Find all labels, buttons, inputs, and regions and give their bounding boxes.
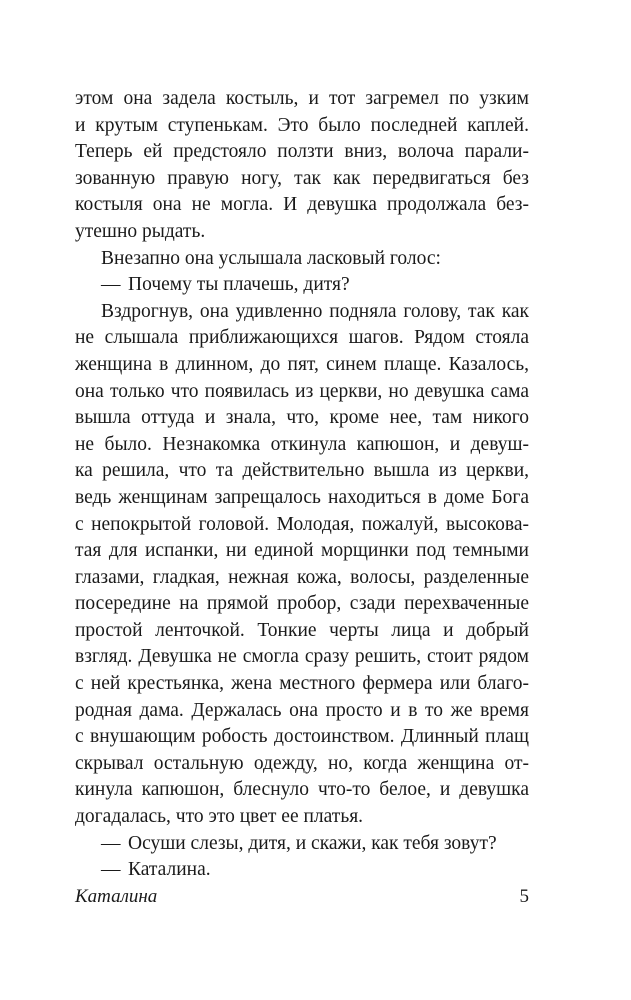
line-text: женщина в длинном, до пят, синем плаще. Казалось, xyxy=(75,353,529,375)
text-line xyxy=(75,698,529,725)
dialogue-dash: — xyxy=(101,832,121,854)
text-line xyxy=(75,777,529,804)
text-line xyxy=(75,379,529,406)
page-footer xyxy=(75,886,529,908)
text-line xyxy=(75,272,529,299)
page-number: 5 xyxy=(519,886,529,907)
line-text: Внезапно она услышала ласковый голос: xyxy=(101,247,441,269)
line-text: зованную правую ногу, так как передвигаться без xyxy=(75,167,529,189)
line-text: с непокрытой головой. Молодая, пожалуй, высокова- xyxy=(75,513,529,535)
text-line xyxy=(75,113,529,140)
running-title: Каталина xyxy=(75,886,158,907)
text-line xyxy=(75,591,529,618)
text-line xyxy=(75,352,529,379)
text-line xyxy=(75,192,529,219)
text-line xyxy=(75,671,529,698)
text-line xyxy=(75,724,529,751)
line-text: костыля она не могла. И девушка продолжала без- xyxy=(75,194,529,216)
line-text: посередине на прямой пробор, сзади перехваченные xyxy=(75,593,529,615)
line-text: ка решила, что та действительно вышла из церкви, xyxy=(75,460,529,482)
line-text: не слышала приближающихся шагов. Рядом стояла xyxy=(75,327,529,349)
text-line xyxy=(75,512,529,539)
line-text: кинула капюшон, блеснуло что-то белое, и девушка xyxy=(75,779,529,801)
text-line xyxy=(75,166,529,193)
line-text: с внушающим робость достоинством. Длинный плащ xyxy=(75,726,529,748)
dialogue-paragraph xyxy=(75,831,529,858)
line-text: утешно рыдать. xyxy=(75,220,206,242)
line-text: тая для испанки, ни единой морщинки под темными xyxy=(75,540,529,562)
line-text: глазами, гладкая, нежная кожа, волосы, разделенные xyxy=(75,566,529,588)
text-line xyxy=(75,538,529,565)
line-text: с ней крестьянка, жена местного фермера или благо- xyxy=(75,673,529,695)
line-text: родная дама. Держалась она просто и в то же время xyxy=(75,699,529,721)
line-text: этом она задела костыль, и тот загремел по узким xyxy=(75,88,529,109)
text-line xyxy=(75,857,529,884)
dialogue-dash: — xyxy=(101,274,121,296)
line-text: догадалась, что это цвет ее платья. xyxy=(75,806,364,828)
line-text: она только что появилась из церкви, но девушка сама xyxy=(75,380,529,402)
line-text: Вздрогнув, она удивленно подняла голову, так как xyxy=(101,300,529,322)
text-line xyxy=(75,405,529,432)
text-line xyxy=(75,751,529,778)
page-body-text xyxy=(75,86,529,884)
dialogue-paragraph xyxy=(75,272,529,299)
paragraph xyxy=(75,86,529,246)
text-line xyxy=(75,644,529,671)
line-text: и крутым ступенькам. Это было последней каплей. xyxy=(75,114,529,136)
paragraph xyxy=(75,299,529,831)
text-line xyxy=(75,219,529,246)
text-line xyxy=(75,831,529,858)
text-line xyxy=(75,458,529,485)
text-line xyxy=(75,432,529,459)
line-text: ведь женщинам запрещалось находиться в доме Бога xyxy=(75,486,529,508)
text-line xyxy=(75,246,529,273)
text-line xyxy=(75,299,529,326)
line-text: Почему ты плачешь, дитя? xyxy=(128,274,350,296)
dialogue-dash: — xyxy=(101,859,121,881)
text-line xyxy=(75,325,529,352)
text-line xyxy=(75,618,529,645)
text-line xyxy=(75,139,529,166)
line-text: вышла оттуда и знала, что, кроме нее, там никого xyxy=(75,407,529,429)
dialogue-paragraph xyxy=(75,857,529,884)
line-text: не было. Незнакомка откинула капюшон, и девуш- xyxy=(75,433,529,455)
text-line xyxy=(75,804,529,831)
line-text: простой ленточкой. Тонкие черты лица и добрый xyxy=(75,619,529,641)
text-line xyxy=(75,86,529,113)
line-text: Теперь ей предстояло ползти вниз, волоча парали- xyxy=(75,141,529,163)
line-text: Осуши слезы, дитя, и скажи, как тебя зовут? xyxy=(128,832,497,854)
line-text: взгляд. Девушка не смогла сразу решить, стоит рядом xyxy=(75,646,529,668)
paragraph xyxy=(75,246,529,273)
line-text: Каталина. xyxy=(128,859,211,881)
line-text: скрывал остальную одежду, но, когда женщина от- xyxy=(75,752,529,774)
text-line xyxy=(75,485,529,512)
text-line xyxy=(75,565,529,592)
